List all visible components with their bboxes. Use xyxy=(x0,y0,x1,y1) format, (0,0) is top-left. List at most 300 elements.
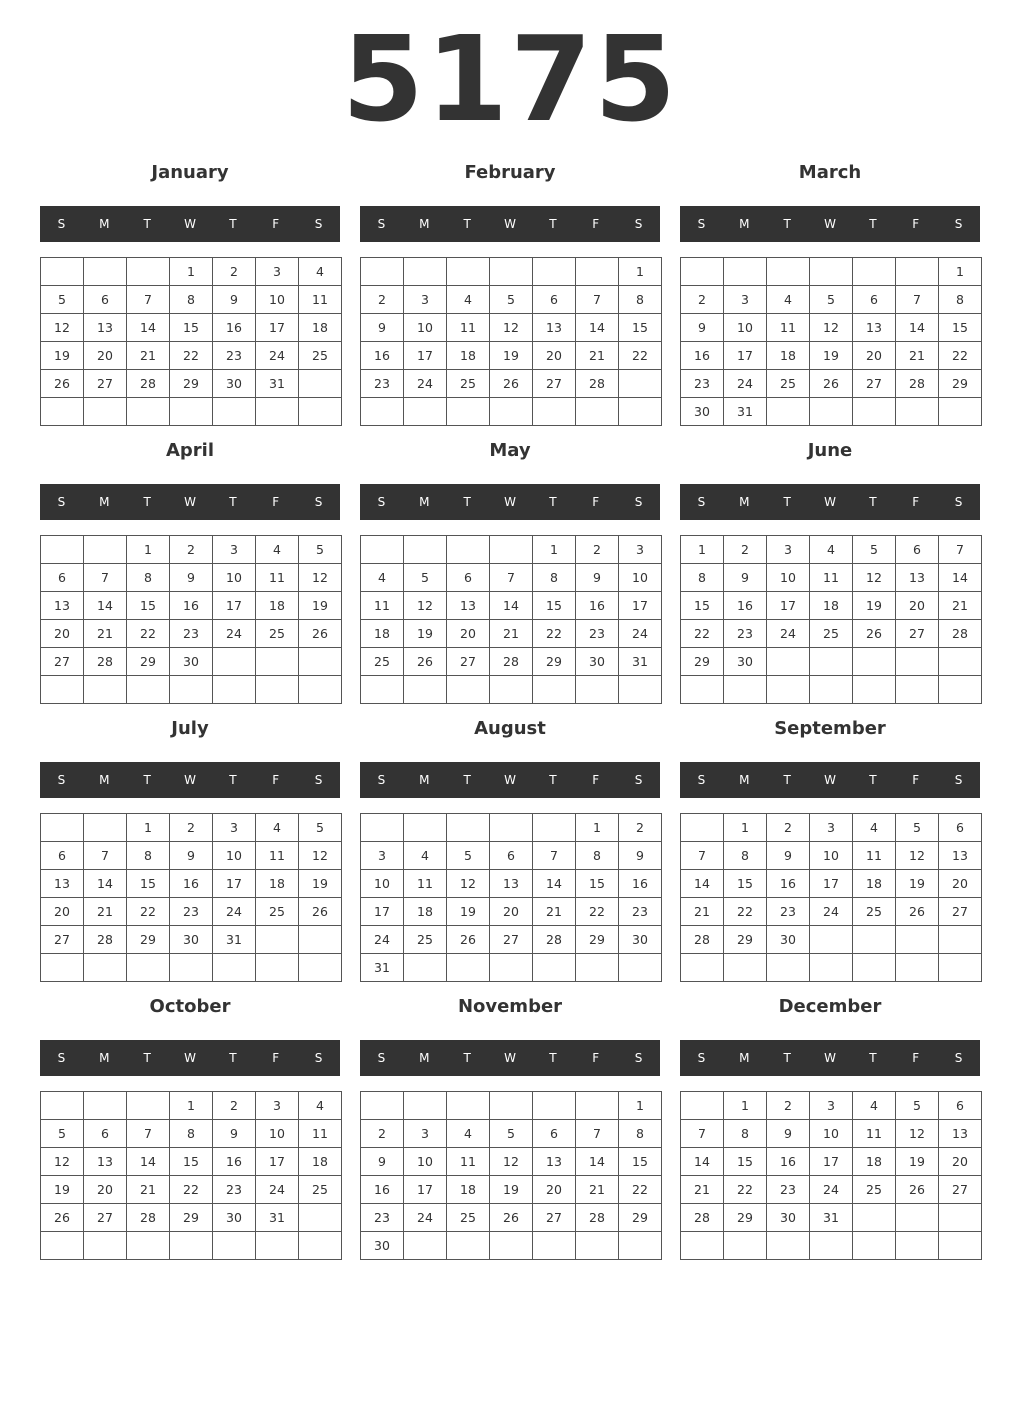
weekday-label: M xyxy=(419,217,430,231)
weekday-label: F xyxy=(272,217,280,231)
weekday-label: T xyxy=(463,495,471,509)
week-row xyxy=(41,954,342,982)
day-cell: 19 xyxy=(490,342,533,370)
day-cell: 13 xyxy=(41,592,84,620)
day-cell: 13 xyxy=(896,564,939,592)
week-row xyxy=(681,370,982,398)
day-cell: 9 xyxy=(619,842,662,870)
day-cell: 10 xyxy=(213,564,256,592)
day-cell: 19 xyxy=(41,1176,84,1204)
day-cell xyxy=(41,1232,84,1260)
day-cell xyxy=(213,676,256,704)
day-cell xyxy=(170,398,213,426)
week-row xyxy=(361,1120,662,1148)
weekday-label: S xyxy=(697,773,706,787)
day-cell: 27 xyxy=(896,620,939,648)
weekday-label: T xyxy=(869,495,877,509)
weekday-label: W xyxy=(824,217,836,231)
day-cell xyxy=(447,398,490,426)
week-row xyxy=(41,814,342,842)
day-cell: 15 xyxy=(724,870,767,898)
day-cell: 5 xyxy=(896,814,939,842)
day-cell xyxy=(361,536,404,564)
week-row xyxy=(41,398,342,426)
day-cell: 8 xyxy=(170,286,213,314)
day-cell: 1 xyxy=(170,258,213,286)
day-cell: 12 xyxy=(404,592,447,620)
day-cell: 17 xyxy=(361,898,404,926)
day-cell: 9 xyxy=(681,314,724,342)
day-cell xyxy=(681,258,724,286)
day-cell xyxy=(533,1232,576,1260)
day-cell: 14 xyxy=(939,564,982,592)
day-cell xyxy=(127,398,170,426)
day-cell: 19 xyxy=(41,342,84,370)
day-cell: 28 xyxy=(84,648,127,676)
day-cell: 18 xyxy=(447,1176,490,1204)
day-cell: 12 xyxy=(490,1148,533,1176)
week-row xyxy=(681,1148,982,1176)
day-cell: 15 xyxy=(127,592,170,620)
day-cell xyxy=(681,1232,724,1260)
weekday-label: M xyxy=(739,217,750,231)
weekday-label: S xyxy=(697,217,706,231)
day-cell: 17 xyxy=(810,870,853,898)
day-cell xyxy=(896,926,939,954)
week-row xyxy=(41,258,342,286)
day-cell xyxy=(41,398,84,426)
week-row xyxy=(681,620,982,648)
day-cell: 13 xyxy=(939,842,982,870)
week-row xyxy=(41,926,342,954)
week-row xyxy=(361,286,662,314)
day-cell: 9 xyxy=(170,842,213,870)
day-cell xyxy=(724,676,767,704)
day-cell xyxy=(896,1204,939,1232)
weekday-label: T xyxy=(463,217,471,231)
day-cell: 17 xyxy=(404,342,447,370)
day-cell xyxy=(853,648,896,676)
day-cell: 23 xyxy=(361,370,404,398)
day-cell: 26 xyxy=(299,620,342,648)
day-cell: 26 xyxy=(299,898,342,926)
day-cell xyxy=(299,676,342,704)
day-cell xyxy=(447,1232,490,1260)
day-cell xyxy=(404,954,447,982)
day-cell: 7 xyxy=(84,564,127,592)
day-cell xyxy=(490,536,533,564)
day-cell: 10 xyxy=(767,564,810,592)
day-cell xyxy=(84,398,127,426)
weekday-label: T xyxy=(549,495,557,509)
day-cell: 20 xyxy=(939,1148,982,1176)
day-cell: 22 xyxy=(127,620,170,648)
day-cell xyxy=(767,258,810,286)
day-cell: 30 xyxy=(767,1204,810,1232)
day-cell: 2 xyxy=(361,286,404,314)
day-cell: 11 xyxy=(361,592,404,620)
week-row xyxy=(681,314,982,342)
day-grid xyxy=(360,535,662,704)
day-cell: 7 xyxy=(490,564,533,592)
day-cell: 3 xyxy=(213,814,256,842)
weekday-label: T xyxy=(783,773,791,787)
day-cell xyxy=(939,1232,982,1260)
day-cell: 10 xyxy=(404,314,447,342)
day-cell xyxy=(404,1092,447,1120)
day-cell: 19 xyxy=(299,592,342,620)
day-cell: 3 xyxy=(810,1092,853,1120)
day-cell: 4 xyxy=(361,564,404,592)
day-cell: 1 xyxy=(939,258,982,286)
day-cell: 15 xyxy=(681,592,724,620)
day-cell: 24 xyxy=(404,1204,447,1232)
weekday-label: W xyxy=(184,217,196,231)
day-cell xyxy=(299,1204,342,1232)
day-cell: 24 xyxy=(361,926,404,954)
weekday-label: S xyxy=(954,773,963,787)
day-cell: 11 xyxy=(447,1148,490,1176)
day-cell xyxy=(490,954,533,982)
week-row xyxy=(41,1092,342,1120)
week-row xyxy=(361,314,662,342)
week-row xyxy=(41,898,342,926)
day-cell: 22 xyxy=(619,1176,662,1204)
weekday-label: F xyxy=(272,773,280,787)
day-cell: 15 xyxy=(170,314,213,342)
day-cell: 31 xyxy=(724,398,767,426)
day-cell: 17 xyxy=(767,592,810,620)
day-cell: 15 xyxy=(170,1148,213,1176)
weekday-header xyxy=(680,206,980,242)
day-cell: 24 xyxy=(767,620,810,648)
day-cell: 15 xyxy=(619,1148,662,1176)
day-cell: 3 xyxy=(404,1120,447,1148)
day-cell: 21 xyxy=(681,1176,724,1204)
day-cell: 22 xyxy=(939,342,982,370)
day-cell: 8 xyxy=(939,286,982,314)
day-cell xyxy=(404,1232,447,1260)
day-cell: 1 xyxy=(724,1092,767,1120)
day-cell: 13 xyxy=(939,1120,982,1148)
day-cell xyxy=(490,676,533,704)
day-cell: 29 xyxy=(127,648,170,676)
day-cell: 14 xyxy=(533,870,576,898)
day-cell: 10 xyxy=(724,314,767,342)
weekday-header xyxy=(40,1040,340,1076)
day-cell xyxy=(404,676,447,704)
day-cell: 29 xyxy=(939,370,982,398)
day-cell xyxy=(127,676,170,704)
day-cell xyxy=(299,926,342,954)
day-cell: 6 xyxy=(41,564,84,592)
day-cell: 13 xyxy=(533,314,576,342)
day-cell xyxy=(299,954,342,982)
day-cell: 9 xyxy=(724,564,767,592)
day-cell: 17 xyxy=(256,314,299,342)
day-cell: 2 xyxy=(213,1092,256,1120)
day-cell: 7 xyxy=(576,286,619,314)
weekday-label: F xyxy=(592,217,600,231)
day-cell: 14 xyxy=(127,1148,170,1176)
day-cell: 29 xyxy=(170,1204,213,1232)
year-title: 5175 xyxy=(341,10,679,148)
day-cell: 5 xyxy=(41,286,84,314)
day-cell: 25 xyxy=(447,370,490,398)
day-cell: 24 xyxy=(213,620,256,648)
day-cell: 8 xyxy=(681,564,724,592)
day-cell: 27 xyxy=(84,1204,127,1232)
weekday-label: T xyxy=(143,495,151,509)
day-cell: 22 xyxy=(724,1176,767,1204)
weekday-label: T xyxy=(229,1051,237,1065)
day-cell xyxy=(41,1092,84,1120)
day-cell: 26 xyxy=(41,1204,84,1232)
week-row xyxy=(681,536,982,564)
day-cell: 16 xyxy=(576,592,619,620)
week-row xyxy=(681,342,982,370)
day-cell: 26 xyxy=(41,370,84,398)
day-cell xyxy=(810,648,853,676)
week-row xyxy=(681,954,982,982)
day-cell: 29 xyxy=(681,648,724,676)
day-cell: 24 xyxy=(810,1176,853,1204)
weekday-label: S xyxy=(57,773,66,787)
day-cell: 30 xyxy=(361,1232,404,1260)
day-cell xyxy=(896,398,939,426)
week-row xyxy=(41,1148,342,1176)
day-cell: 22 xyxy=(724,898,767,926)
weekday-label: W xyxy=(824,773,836,787)
weekday-label: F xyxy=(592,495,600,509)
day-cell xyxy=(170,676,213,704)
day-cell: 1 xyxy=(127,536,170,564)
day-cell: 27 xyxy=(853,370,896,398)
day-cell: 19 xyxy=(404,620,447,648)
day-cell: 21 xyxy=(576,342,619,370)
weekday-header xyxy=(40,484,340,520)
day-cell: 28 xyxy=(576,1204,619,1232)
day-cell: 2 xyxy=(767,1092,810,1120)
day-cell: 19 xyxy=(447,898,490,926)
weekday-label: W xyxy=(184,773,196,787)
weekday-label: T xyxy=(143,1051,151,1065)
day-cell: 16 xyxy=(361,342,404,370)
day-cell: 23 xyxy=(681,370,724,398)
day-grid xyxy=(680,535,982,704)
week-row xyxy=(41,1176,342,1204)
day-cell: 21 xyxy=(896,342,939,370)
day-cell xyxy=(853,258,896,286)
day-cell xyxy=(256,954,299,982)
day-cell: 7 xyxy=(127,286,170,314)
day-cell: 28 xyxy=(896,370,939,398)
day-cell: 6 xyxy=(853,286,896,314)
day-cell xyxy=(619,676,662,704)
day-cell: 16 xyxy=(361,1176,404,1204)
day-cell xyxy=(447,258,490,286)
week-row xyxy=(681,564,982,592)
day-cell: 12 xyxy=(896,1120,939,1148)
day-cell: 17 xyxy=(404,1176,447,1204)
day-cell: 10 xyxy=(361,870,404,898)
day-cell: 14 xyxy=(681,870,724,898)
day-cell: 21 xyxy=(127,1176,170,1204)
day-cell xyxy=(447,954,490,982)
day-cell: 8 xyxy=(127,564,170,592)
weekday-label: T xyxy=(869,773,877,787)
day-cell: 11 xyxy=(256,564,299,592)
week-row xyxy=(361,814,662,842)
day-cell: 5 xyxy=(299,536,342,564)
day-cell: 27 xyxy=(533,1204,576,1232)
week-row xyxy=(361,870,662,898)
day-cell xyxy=(256,398,299,426)
day-cell xyxy=(41,258,84,286)
day-cell xyxy=(939,676,982,704)
weekday-label: W xyxy=(504,495,516,509)
day-grid xyxy=(40,535,342,704)
weekday-label: M xyxy=(739,1051,750,1065)
day-cell xyxy=(724,954,767,982)
day-cell: 19 xyxy=(896,870,939,898)
day-cell: 13 xyxy=(533,1148,576,1176)
weekday-label: S xyxy=(57,217,66,231)
day-cell: 29 xyxy=(127,926,170,954)
day-cell xyxy=(84,676,127,704)
day-cell: 18 xyxy=(256,870,299,898)
day-cell: 10 xyxy=(404,1148,447,1176)
day-cell: 6 xyxy=(84,286,127,314)
week-row xyxy=(361,398,662,426)
day-cell: 28 xyxy=(681,926,724,954)
day-cell xyxy=(853,1204,896,1232)
day-cell: 4 xyxy=(853,814,896,842)
week-row xyxy=(681,1204,982,1232)
day-cell: 16 xyxy=(170,870,213,898)
day-cell xyxy=(533,1092,576,1120)
day-cell xyxy=(681,1092,724,1120)
day-cell xyxy=(361,1092,404,1120)
day-cell: 10 xyxy=(213,842,256,870)
weekday-label: F xyxy=(912,495,920,509)
day-grid xyxy=(360,1091,662,1260)
day-cell: 7 xyxy=(127,1120,170,1148)
day-cell xyxy=(213,648,256,676)
day-cell: 8 xyxy=(724,1120,767,1148)
weekday-header xyxy=(680,484,980,520)
weekday-label: M xyxy=(99,773,110,787)
day-cell: 1 xyxy=(619,1092,662,1120)
week-row xyxy=(361,620,662,648)
day-cell: 16 xyxy=(213,1148,256,1176)
day-cell: 7 xyxy=(681,842,724,870)
day-cell xyxy=(213,954,256,982)
day-cell xyxy=(41,814,84,842)
month-name: November xyxy=(457,996,563,1017)
day-cell: 23 xyxy=(576,620,619,648)
day-cell: 19 xyxy=(490,1176,533,1204)
day-cell: 18 xyxy=(361,620,404,648)
day-cell: 21 xyxy=(533,898,576,926)
week-row xyxy=(361,1176,662,1204)
weekday-label: W xyxy=(824,1051,836,1065)
day-cell: 17 xyxy=(213,592,256,620)
day-cell: 18 xyxy=(299,314,342,342)
day-cell: 1 xyxy=(170,1092,213,1120)
day-cell xyxy=(361,676,404,704)
day-cell: 25 xyxy=(853,1176,896,1204)
week-row xyxy=(681,286,982,314)
day-cell: 26 xyxy=(447,926,490,954)
day-cell: 4 xyxy=(256,536,299,564)
weekday-label: M xyxy=(419,1051,430,1065)
day-cell: 23 xyxy=(170,898,213,926)
day-cell: 2 xyxy=(361,1120,404,1148)
day-cell: 30 xyxy=(767,926,810,954)
day-cell: 21 xyxy=(84,620,127,648)
week-row xyxy=(361,676,662,704)
day-cell: 8 xyxy=(619,286,662,314)
day-cell xyxy=(361,258,404,286)
month-name: July xyxy=(171,718,209,739)
day-cell: 27 xyxy=(447,648,490,676)
weekday-label: T xyxy=(143,217,151,231)
weekday-label: W xyxy=(504,773,516,787)
day-cell xyxy=(84,1092,127,1120)
day-cell: 28 xyxy=(939,620,982,648)
day-cell xyxy=(490,814,533,842)
day-cell: 11 xyxy=(767,314,810,342)
day-cell xyxy=(299,398,342,426)
day-cell: 20 xyxy=(896,592,939,620)
day-cell: 8 xyxy=(127,842,170,870)
day-cell: 4 xyxy=(447,1120,490,1148)
day-cell xyxy=(170,954,213,982)
day-cell: 12 xyxy=(299,842,342,870)
day-cell: 26 xyxy=(490,1204,533,1232)
weekday-label: W xyxy=(504,217,516,231)
day-cell: 18 xyxy=(853,870,896,898)
week-row xyxy=(681,926,982,954)
day-cell: 4 xyxy=(447,286,490,314)
day-cell xyxy=(576,398,619,426)
week-row xyxy=(681,676,982,704)
day-cell xyxy=(41,954,84,982)
day-cell xyxy=(84,954,127,982)
weekday-label: T xyxy=(463,773,471,787)
day-cell: 22 xyxy=(576,898,619,926)
day-cell: 3 xyxy=(361,842,404,870)
week-row xyxy=(41,286,342,314)
month-name: December xyxy=(778,996,882,1017)
day-cell xyxy=(41,676,84,704)
week-row xyxy=(681,1092,982,1120)
day-cell: 11 xyxy=(404,870,447,898)
day-cell: 4 xyxy=(404,842,447,870)
day-cell xyxy=(853,398,896,426)
day-cell xyxy=(299,370,342,398)
day-cell: 5 xyxy=(299,814,342,842)
weekday-label: M xyxy=(419,773,430,787)
day-cell: 26 xyxy=(404,648,447,676)
day-cell: 8 xyxy=(619,1120,662,1148)
week-row xyxy=(361,342,662,370)
day-cell xyxy=(84,814,127,842)
day-cell: 11 xyxy=(447,314,490,342)
day-cell xyxy=(939,954,982,982)
day-cell: 4 xyxy=(299,1092,342,1120)
